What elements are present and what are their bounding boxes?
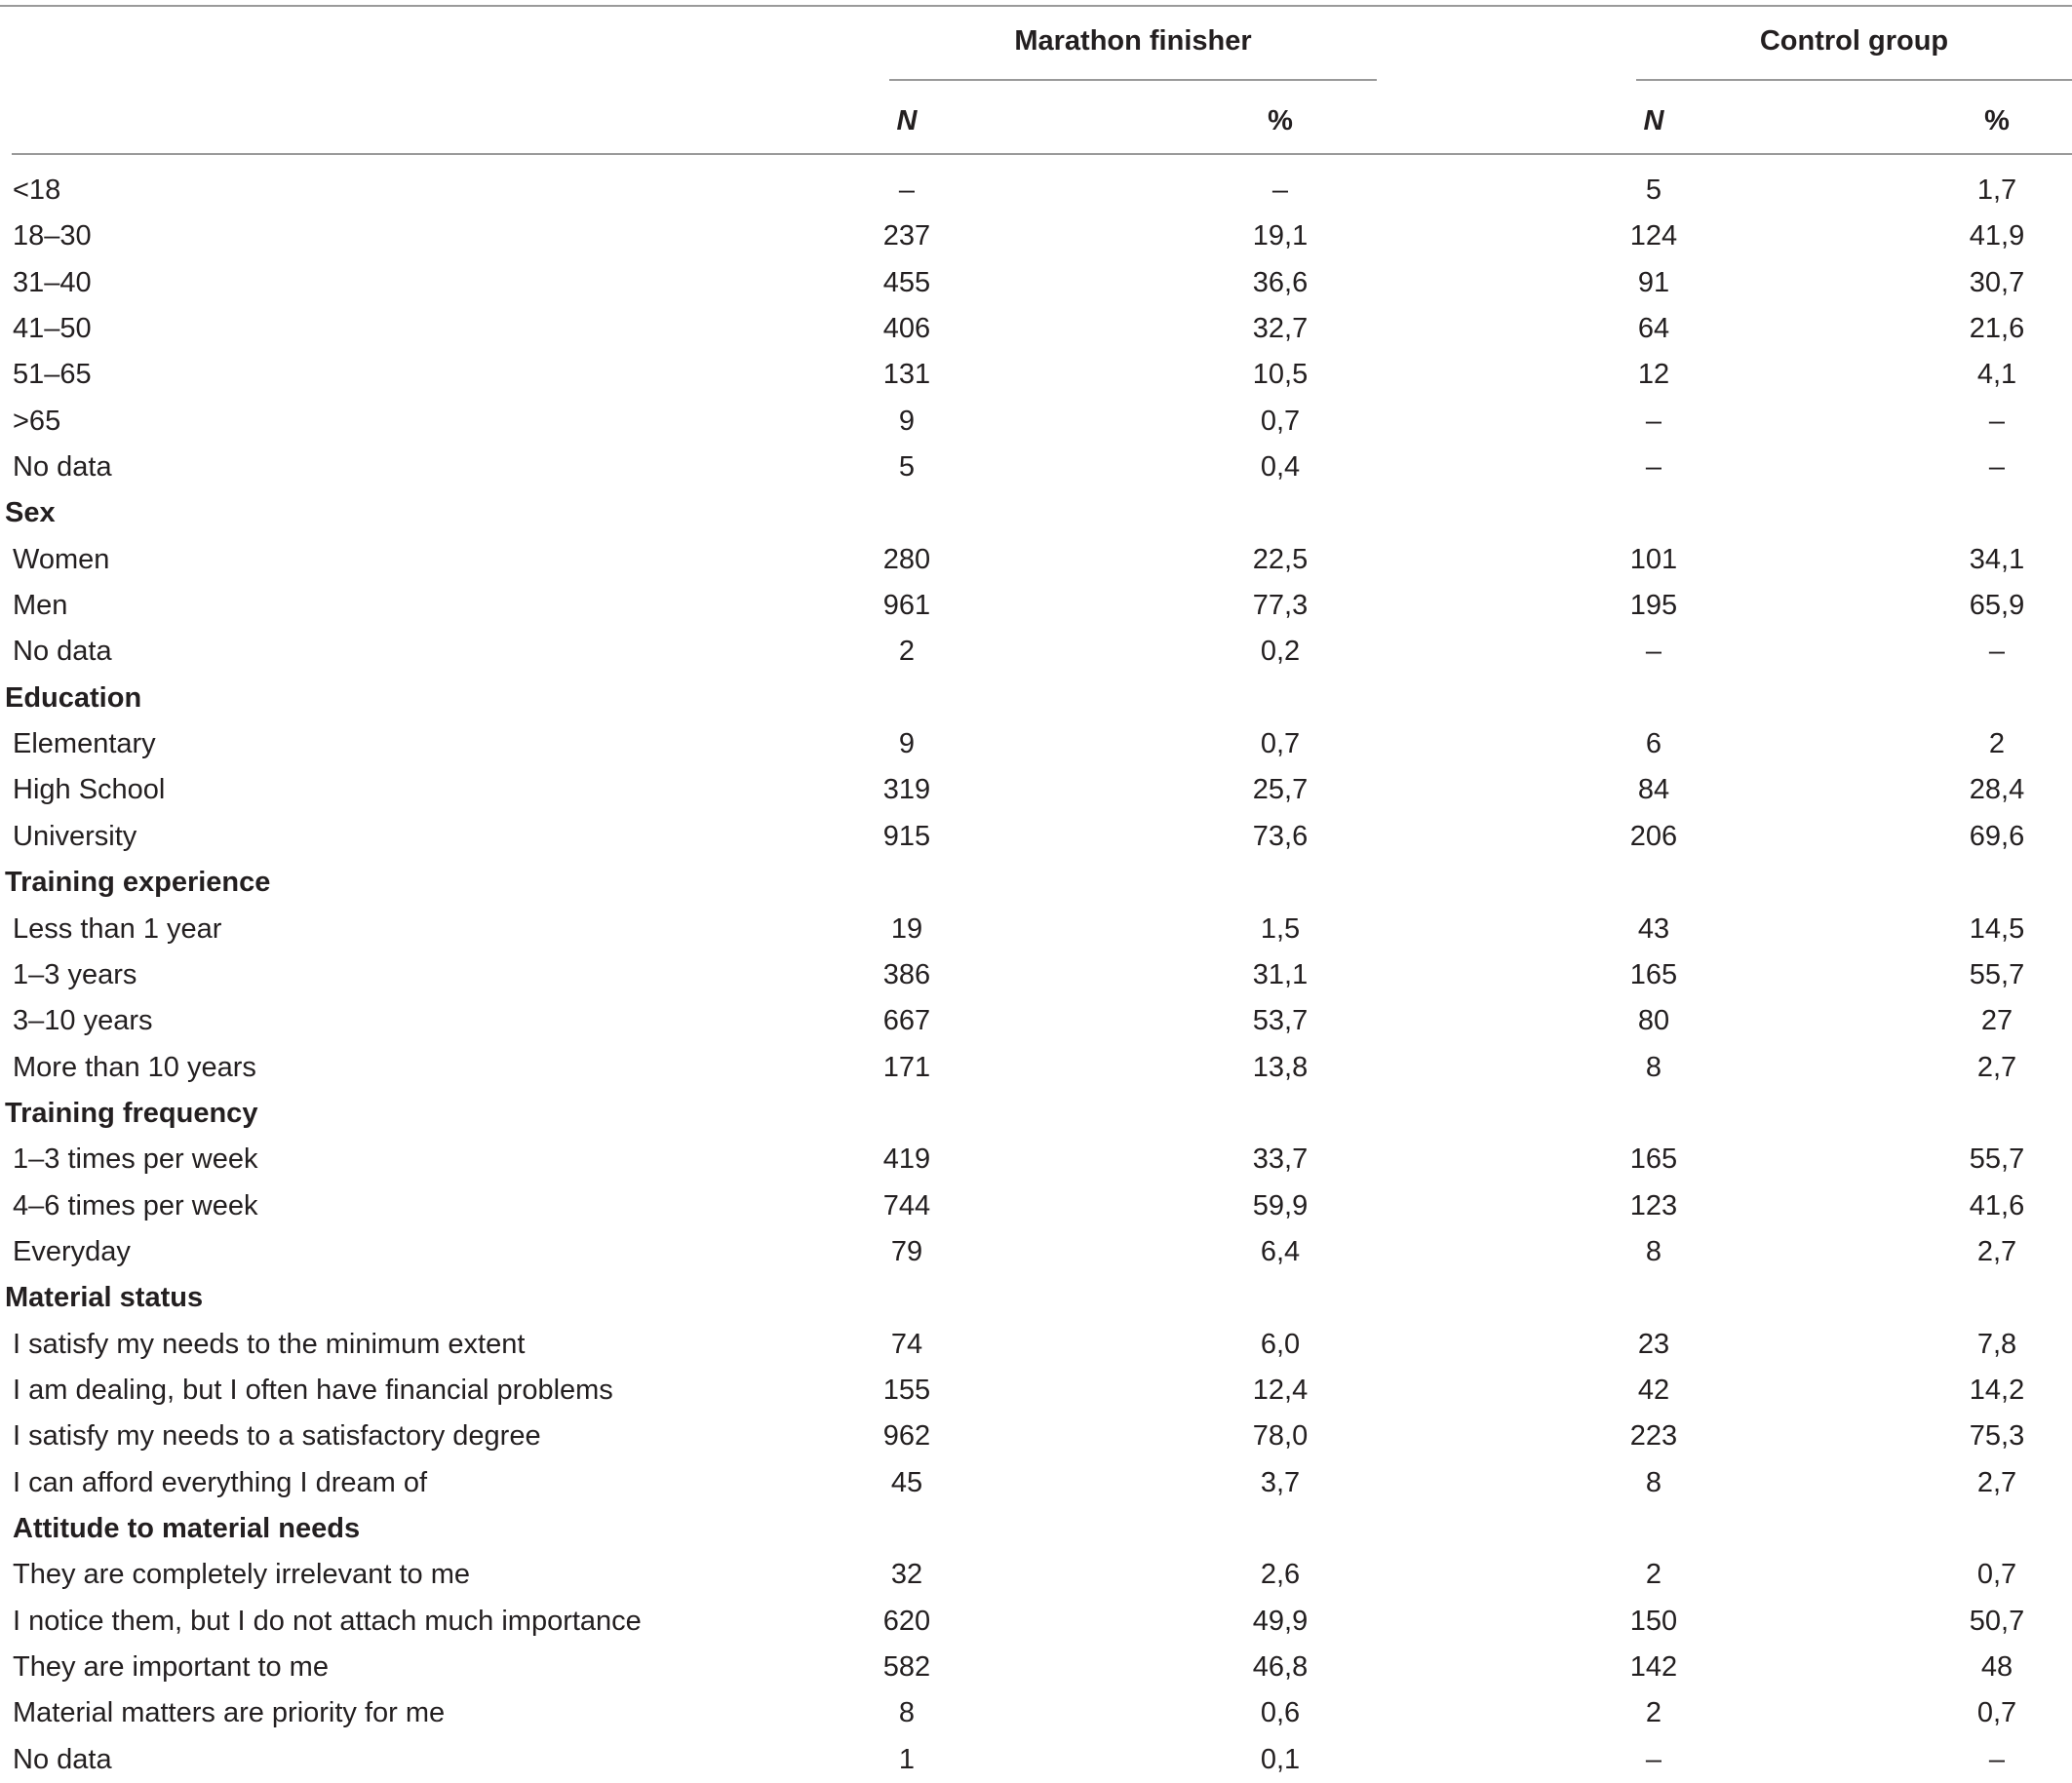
column-header-pct-control: % bbox=[1984, 105, 2010, 136]
value-pct-marathon: 77,3 bbox=[1252, 590, 1309, 622]
value-n-control: 123 bbox=[1629, 1189, 1678, 1221]
value-n-control: 6 bbox=[1645, 728, 1662, 760]
value-pct-marathon: 0,7 bbox=[1260, 405, 1301, 437]
value-pct-control: 28,4 bbox=[1969, 774, 2025, 806]
value-pct-control: 0,7 bbox=[1976, 1697, 2017, 1729]
value-pct-marathon: 32,7 bbox=[1252, 313, 1309, 345]
row-label: I am dealing, but I often have financial problems bbox=[13, 1374, 613, 1406]
row-label: No data bbox=[13, 451, 112, 484]
table-row bbox=[0, 1229, 2072, 1275]
table-row bbox=[0, 1599, 2072, 1645]
value-n-control: 150 bbox=[1629, 1605, 1678, 1637]
table-row bbox=[0, 537, 2072, 583]
value-n-marathon: 962 bbox=[882, 1420, 931, 1453]
value-pct-marathon: 13,8 bbox=[1252, 1051, 1309, 1083]
value-pct-control: 0,7 bbox=[1976, 1559, 2017, 1591]
value-n-marathon: 45 bbox=[890, 1466, 923, 1498]
column-header-pct-marathon: % bbox=[1268, 105, 1293, 136]
row-label: 51–65 bbox=[13, 359, 92, 391]
section-header-row bbox=[0, 860, 2072, 906]
row-label: 1–3 years bbox=[13, 958, 137, 990]
table-row bbox=[0, 767, 2072, 813]
value-pct-marathon: 1,5 bbox=[1260, 912, 1301, 945]
value-pct-marathon: 53,7 bbox=[1252, 1005, 1309, 1037]
value-n-marathon: 319 bbox=[882, 774, 931, 806]
value-n-control: 43 bbox=[1637, 912, 1670, 945]
column-header-n-control: N bbox=[1643, 105, 1664, 136]
value-n-control: 8 bbox=[1645, 1466, 1662, 1498]
value-pct-control: – bbox=[1988, 1743, 2006, 1775]
row-label: They are completely irrelevant to me bbox=[13, 1559, 471, 1591]
value-n-marathon: 74 bbox=[890, 1328, 923, 1360]
value-pct-control: 75,3 bbox=[1969, 1420, 2025, 1453]
value-n-marathon: 961 bbox=[882, 590, 931, 622]
value-n-marathon: 9 bbox=[898, 405, 916, 437]
value-pct-control: 21,6 bbox=[1969, 313, 2025, 345]
row-label: 18–30 bbox=[13, 220, 92, 252]
value-pct-control: 55,7 bbox=[1969, 1143, 2025, 1176]
value-n-marathon: 171 bbox=[882, 1051, 931, 1083]
table-row bbox=[0, 998, 2072, 1044]
value-pct-marathon: – bbox=[1271, 174, 1289, 206]
section-label: Training experience bbox=[5, 867, 271, 899]
value-n-marathon: 1 bbox=[898, 1743, 916, 1775]
value-n-marathon: 744 bbox=[882, 1189, 931, 1221]
table-row bbox=[0, 260, 2072, 306]
value-n-control: – bbox=[1645, 405, 1662, 437]
value-n-marathon: 582 bbox=[882, 1651, 931, 1683]
table-row bbox=[0, 445, 2072, 490]
value-n-marathon: 155 bbox=[882, 1374, 931, 1406]
value-n-marathon: 419 bbox=[882, 1143, 931, 1176]
row-label: No data bbox=[13, 636, 112, 668]
value-n-control: 64 bbox=[1637, 313, 1670, 345]
section-label: Attitude to material needs bbox=[13, 1512, 361, 1544]
value-n-marathon: 2 bbox=[898, 636, 916, 668]
value-pct-control: – bbox=[1988, 405, 2006, 437]
value-pct-control: 30,7 bbox=[1969, 266, 2025, 298]
table-row bbox=[0, 168, 2072, 213]
value-n-control: 2 bbox=[1645, 1559, 1662, 1591]
value-n-control: 2 bbox=[1645, 1697, 1662, 1729]
row-label: 41–50 bbox=[13, 313, 92, 345]
value-n-marathon: 386 bbox=[882, 958, 931, 990]
value-n-control: 8 bbox=[1645, 1051, 1662, 1083]
value-n-control: – bbox=[1645, 636, 1662, 668]
row-label: More than 10 years bbox=[13, 1051, 256, 1083]
value-n-marathon: 79 bbox=[890, 1235, 923, 1267]
row-label: Elementary bbox=[13, 728, 156, 760]
value-pct-control: 41,6 bbox=[1969, 1189, 2025, 1221]
value-pct-control: 27 bbox=[1980, 1005, 2013, 1037]
section-header-row bbox=[0, 676, 2072, 721]
group2-underline bbox=[1636, 79, 2072, 81]
column-header-n-marathon: N bbox=[896, 105, 918, 136]
value-pct-marathon: 31,1 bbox=[1252, 958, 1309, 990]
table-row bbox=[0, 1137, 2072, 1182]
value-pct-marathon: 19,1 bbox=[1252, 220, 1309, 252]
value-pct-marathon: 59,9 bbox=[1252, 1189, 1309, 1221]
value-pct-control: 2,7 bbox=[1976, 1051, 2017, 1083]
row-label: Less than 1 year bbox=[13, 912, 222, 945]
table-row bbox=[0, 1045, 2072, 1091]
value-n-marathon: 280 bbox=[882, 543, 931, 575]
table-row bbox=[0, 952, 2072, 998]
section-header-row bbox=[0, 490, 2072, 536]
value-n-control: 8 bbox=[1645, 1235, 1662, 1267]
value-n-control: 223 bbox=[1629, 1420, 1678, 1453]
table-row bbox=[0, 1460, 2072, 1506]
section-label: Training frequency bbox=[5, 1097, 258, 1129]
row-label: <18 bbox=[13, 174, 61, 206]
table-row bbox=[0, 1368, 2072, 1414]
value-pct-marathon: 25,7 bbox=[1252, 774, 1309, 806]
section-header-row bbox=[0, 1091, 2072, 1137]
value-pct-control: 55,7 bbox=[1969, 958, 2025, 990]
value-n-marathon: 455 bbox=[882, 266, 931, 298]
value-n-control: 101 bbox=[1629, 543, 1678, 575]
value-n-control: 165 bbox=[1629, 1143, 1678, 1176]
value-n-marathon: 406 bbox=[882, 313, 931, 345]
top-rule bbox=[0, 5, 2072, 7]
value-pct-marathon: 0,1 bbox=[1260, 1743, 1301, 1775]
row-label: >65 bbox=[13, 405, 61, 437]
value-n-marathon: – bbox=[898, 174, 916, 206]
row-label: 3–10 years bbox=[13, 1005, 153, 1037]
value-pct-marathon: 22,5 bbox=[1252, 543, 1309, 575]
row-label: I notice them, but I do not attach much importance bbox=[13, 1605, 642, 1637]
table-row bbox=[0, 1552, 2072, 1598]
section-header-row bbox=[0, 1506, 2072, 1552]
value-pct-marathon: 49,9 bbox=[1252, 1605, 1309, 1637]
value-pct-marathon: 33,7 bbox=[1252, 1143, 1309, 1176]
value-pct-marathon: 6,0 bbox=[1260, 1328, 1301, 1360]
group-header-marathon-finisher: Marathon finisher bbox=[1014, 25, 1252, 57]
value-pct-marathon: 2,6 bbox=[1260, 1559, 1301, 1591]
row-label: Men bbox=[13, 590, 68, 622]
value-n-marathon: 9 bbox=[898, 728, 916, 760]
header-rule bbox=[12, 153, 2072, 155]
value-n-marathon: 19 bbox=[890, 912, 923, 945]
row-label: They are important to me bbox=[13, 1651, 329, 1683]
value-pct-control: 65,9 bbox=[1969, 590, 2025, 622]
value-pct-control: 50,7 bbox=[1969, 1605, 2025, 1637]
table-row bbox=[0, 721, 2072, 767]
row-label: High School bbox=[13, 774, 166, 806]
table-row bbox=[0, 1414, 2072, 1459]
table-row bbox=[0, 1322, 2072, 1368]
row-label: University bbox=[13, 820, 137, 852]
value-n-marathon: 32 bbox=[890, 1559, 923, 1591]
value-n-marathon: 5 bbox=[898, 451, 916, 484]
value-pct-control: 2,7 bbox=[1976, 1466, 2017, 1498]
value-n-control: 124 bbox=[1629, 220, 1678, 252]
row-label: I can afford everything I dream of bbox=[13, 1466, 428, 1498]
table-row bbox=[0, 399, 2072, 445]
table-row bbox=[0, 1690, 2072, 1736]
row-label: I satisfy my needs to the minimum extent bbox=[13, 1328, 526, 1360]
value-n-marathon: 620 bbox=[882, 1605, 931, 1637]
row-label: No data bbox=[13, 1743, 112, 1775]
value-pct-marathon: 0,2 bbox=[1260, 636, 1301, 668]
value-pct-marathon: 6,4 bbox=[1260, 1235, 1301, 1267]
table-row bbox=[0, 629, 2072, 675]
table-row bbox=[0, 352, 2072, 398]
value-pct-control: 69,6 bbox=[1969, 820, 2025, 852]
value-n-control: 12 bbox=[1637, 359, 1670, 391]
section-label: Sex bbox=[5, 497, 56, 529]
table-row bbox=[0, 907, 2072, 952]
value-pct-control: 48 bbox=[1980, 1651, 2013, 1683]
value-pct-control: 41,9 bbox=[1969, 220, 2025, 252]
value-n-control: 91 bbox=[1637, 266, 1670, 298]
value-n-control: – bbox=[1645, 451, 1662, 484]
value-pct-marathon: 10,5 bbox=[1252, 359, 1309, 391]
value-pct-control: 2 bbox=[1988, 728, 2006, 760]
table-row bbox=[0, 1645, 2072, 1690]
table-row bbox=[0, 213, 2072, 259]
value-n-control: – bbox=[1645, 1743, 1662, 1775]
value-n-control: 206 bbox=[1629, 820, 1678, 852]
group-header-control-group: Control group bbox=[1759, 25, 1949, 57]
value-pct-marathon: 73,6 bbox=[1252, 820, 1309, 852]
row-label: 31–40 bbox=[13, 266, 92, 298]
value-pct-control: 34,1 bbox=[1969, 543, 2025, 575]
value-n-control: 142 bbox=[1629, 1651, 1678, 1683]
value-n-control: 195 bbox=[1629, 590, 1678, 622]
section-label: Education bbox=[5, 681, 142, 714]
value-pct-marathon: 0,4 bbox=[1260, 451, 1301, 484]
value-pct-marathon: 12,4 bbox=[1252, 1374, 1309, 1406]
value-n-control: 80 bbox=[1637, 1005, 1670, 1037]
value-n-marathon: 131 bbox=[882, 359, 931, 391]
value-pct-marathon: 3,7 bbox=[1260, 1466, 1301, 1498]
value-n-control: 23 bbox=[1637, 1328, 1670, 1360]
table-body bbox=[0, 168, 2072, 1783]
value-n-marathon: 915 bbox=[882, 820, 931, 852]
value-n-marathon: 237 bbox=[882, 220, 931, 252]
row-label: 4–6 times per week bbox=[13, 1189, 258, 1221]
value-pct-control: 14,5 bbox=[1969, 912, 2025, 945]
row-label: Material matters are priority for me bbox=[13, 1697, 446, 1729]
table-row bbox=[0, 814, 2072, 860]
section-label: Material status bbox=[5, 1282, 204, 1314]
table-row bbox=[0, 583, 2072, 629]
value-n-control: 84 bbox=[1637, 774, 1670, 806]
value-pct-marathon: 36,6 bbox=[1252, 266, 1309, 298]
value-pct-control: 1,7 bbox=[1976, 174, 2017, 206]
row-label: 1–3 times per week bbox=[13, 1143, 258, 1176]
value-pct-marathon: 78,0 bbox=[1252, 1420, 1309, 1453]
row-label: Everyday bbox=[13, 1235, 131, 1267]
value-n-marathon: 8 bbox=[898, 1697, 916, 1729]
value-pct-control: 2,7 bbox=[1976, 1235, 2017, 1267]
value-pct-marathon: 0,6 bbox=[1260, 1697, 1301, 1729]
group1-underline bbox=[889, 79, 1377, 81]
value-n-control: 5 bbox=[1645, 174, 1662, 206]
value-pct-control: – bbox=[1988, 636, 2006, 668]
table-row bbox=[0, 306, 2072, 352]
value-pct-control: 14,2 bbox=[1969, 1374, 2025, 1406]
value-pct-control: 7,8 bbox=[1976, 1328, 2017, 1360]
value-n-marathon: 667 bbox=[882, 1005, 931, 1037]
value-n-control: 165 bbox=[1629, 958, 1678, 990]
value-pct-control: 4,1 bbox=[1976, 359, 2017, 391]
table-row bbox=[0, 1183, 2072, 1229]
value-pct-control: – bbox=[1988, 451, 2006, 484]
row-label: I satisfy my needs to a satisfactory degree bbox=[13, 1420, 541, 1453]
value-pct-marathon: 0,7 bbox=[1260, 728, 1301, 760]
section-header-row bbox=[0, 1275, 2072, 1321]
value-pct-marathon: 46,8 bbox=[1252, 1651, 1309, 1683]
value-n-control: 42 bbox=[1637, 1374, 1670, 1406]
row-label: Women bbox=[13, 543, 110, 575]
